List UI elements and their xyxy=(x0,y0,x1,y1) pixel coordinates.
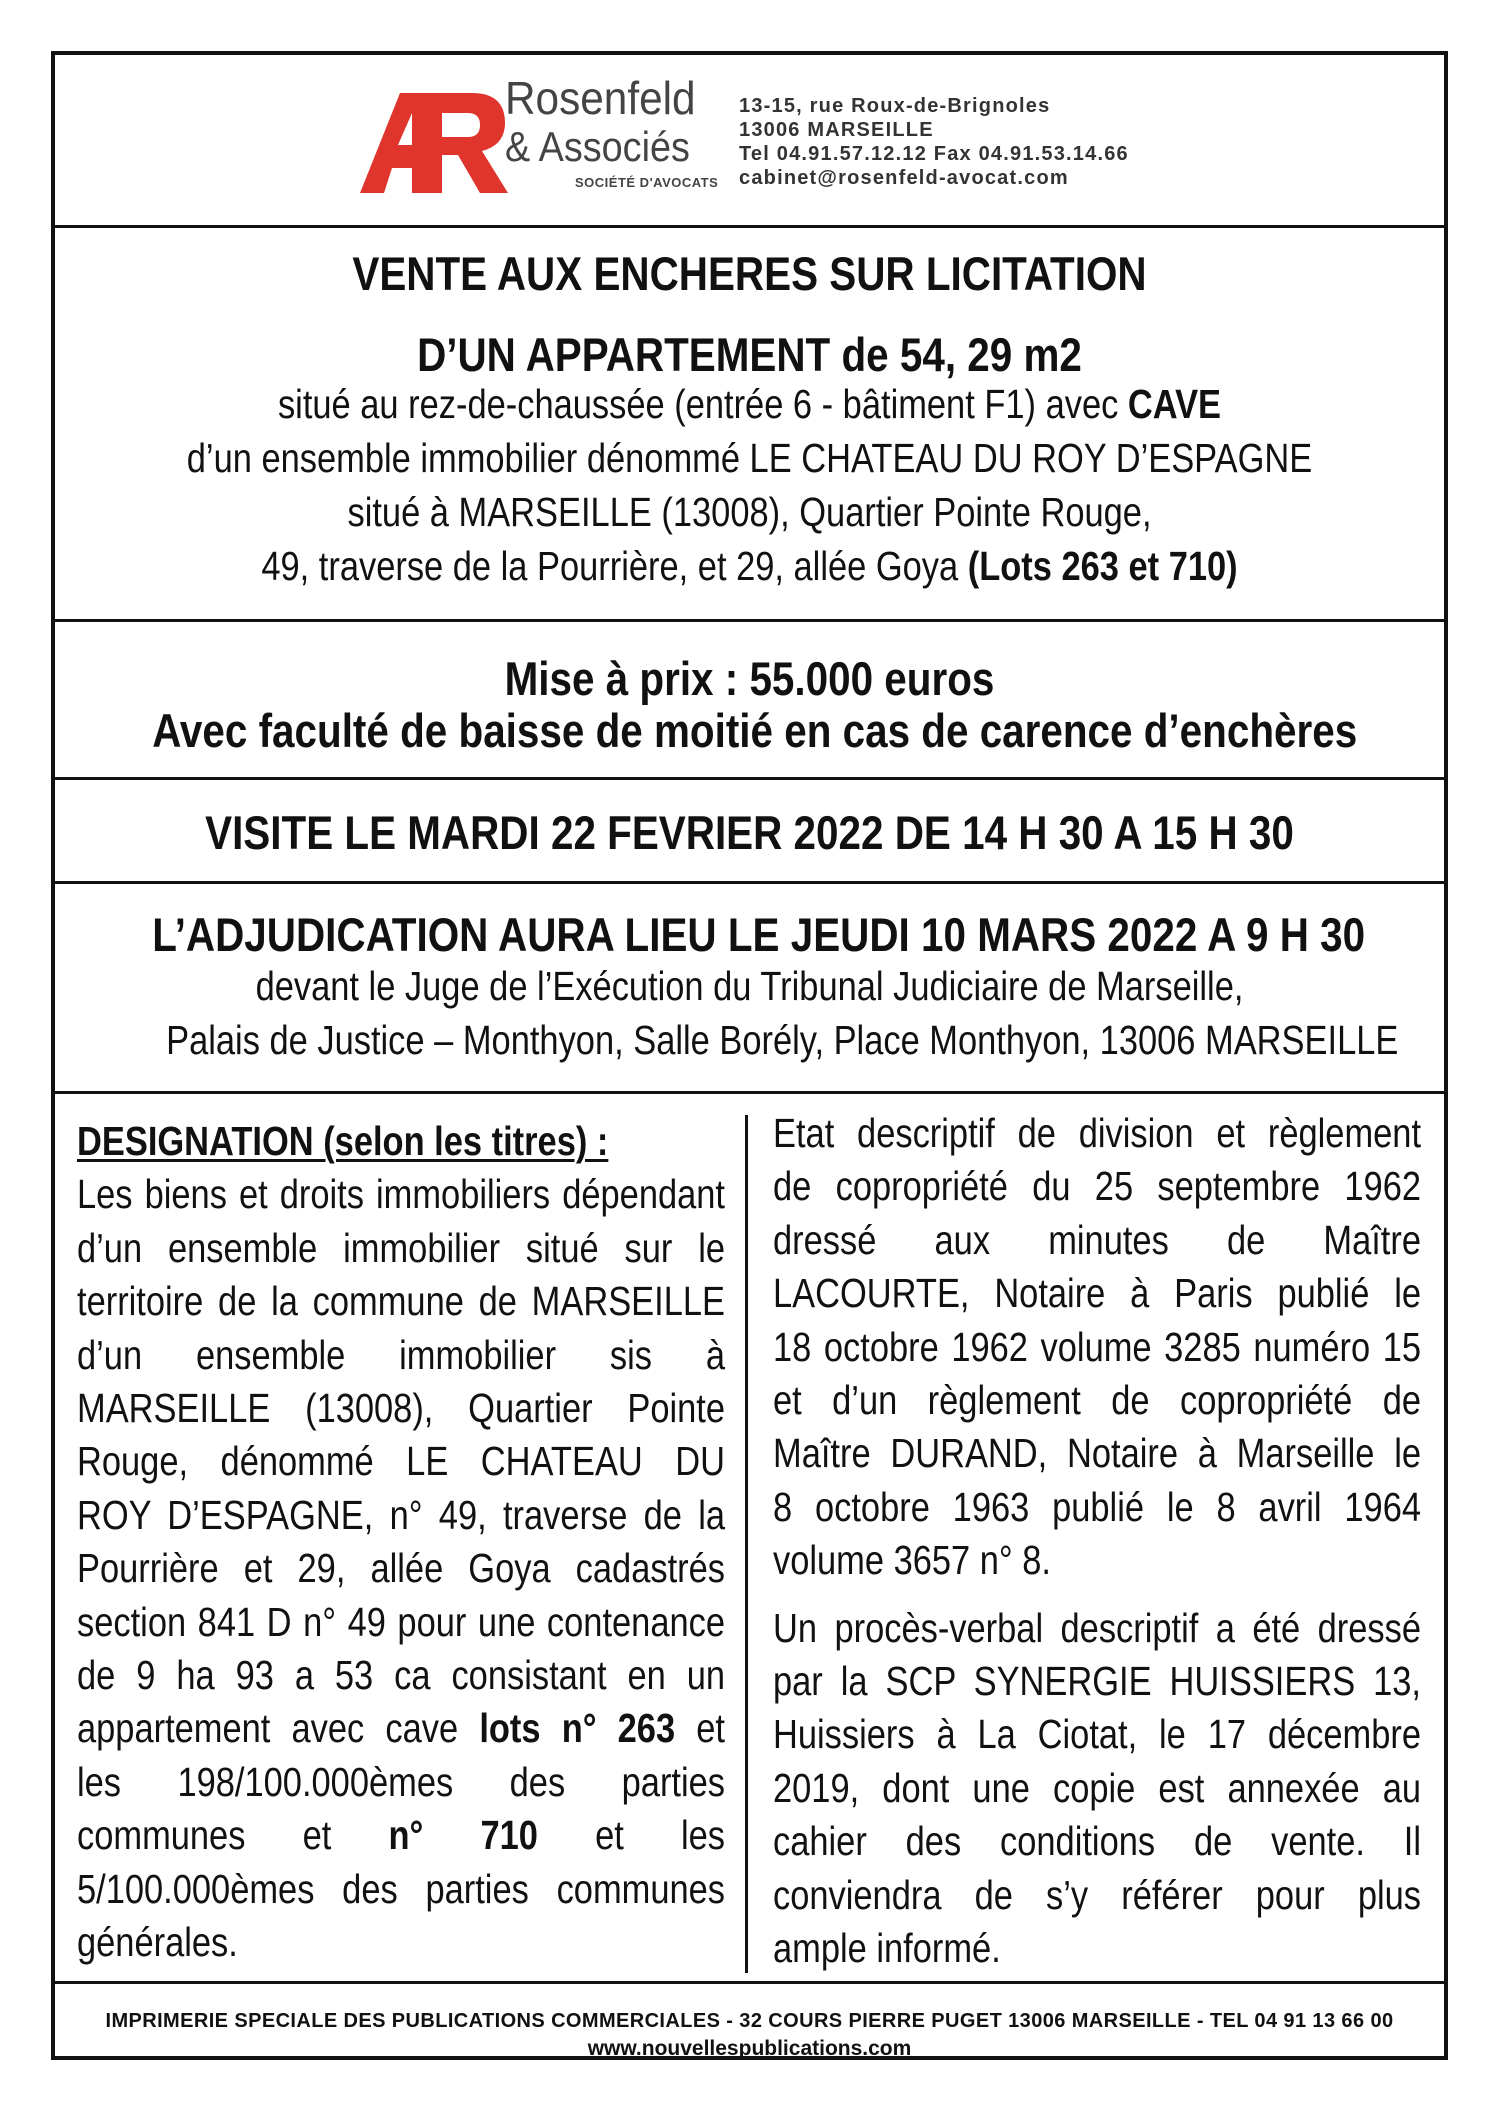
pv-line: conviendra de s’y référer pour plus xyxy=(773,1871,1422,1918)
designation-line-710: communes et n° 710 et les xyxy=(77,1812,726,1859)
divider xyxy=(55,1091,1444,1094)
designation-line: Rouge, dénommé LE CHATEAU DU xyxy=(77,1438,726,1485)
copropriete-line: et d’un règlement de copropriété de xyxy=(773,1377,1422,1424)
firm-name-line2: & Associés xyxy=(505,123,690,170)
copropriete-line: dressé aux minutes de Maître xyxy=(773,1216,1422,1263)
copropriete-line: LACOURTE, Notaire à Paris publié le xyxy=(773,1270,1422,1317)
lots-label: (Lots 263 et 710) xyxy=(967,543,1238,589)
description-line-2: d’un ensemble immobilier dénommé LE CHATEAU DU ROY D’ESPAGNE xyxy=(186,435,1313,481)
adjudication-date: L’ADJUDICATION AURA LIEU LE JEUDI 10 MARS 2022 A 9 H 30 xyxy=(152,908,1366,961)
divider xyxy=(55,881,1444,884)
designation-line: Pourrière et 29, allée Goya cadastrés xyxy=(77,1545,726,1592)
description-line-3: situé à MARSEILLE (13008), Quartier Pointe Rouge, xyxy=(347,489,1152,535)
designation-line: les 198/100.000èmes des parties xyxy=(77,1758,726,1805)
designation-line: Les biens et droits immobiliers dépendant xyxy=(77,1171,726,1218)
divider xyxy=(55,777,1444,780)
designation-line: territoire de la commune de MARSEILLE xyxy=(77,1278,726,1325)
starting-price: Mise à prix : 55.000 euros xyxy=(504,652,995,705)
pv-line: cahier des conditions de vente. Il xyxy=(773,1818,1422,1865)
designation-line: ROY D’ESPAGNE, n° 49, traverse de la xyxy=(77,1491,726,1538)
main-title: VENTE AUX ENCHERES SUR LICITATION xyxy=(352,247,1147,300)
description-line-4: 49, traverse de la Pourrière, et 29, allée Goya (Lots 263 et 710) xyxy=(261,543,1238,589)
phone-fax: Tel 04.91.57.12.12 Fax 04.91.53.14.66 xyxy=(739,143,1129,165)
pv-line: 2019, dont une copie est annexée au xyxy=(773,1764,1422,1811)
copropriete-line: Maître DURAND, Notaire à Marseille le xyxy=(773,1430,1422,1477)
pv-line: Huissiers à La Ciotat, le 17 décembre xyxy=(773,1711,1422,1758)
pv-line: par la SCP SYNERGIE HUISSIERS 13, xyxy=(773,1658,1422,1705)
right-column xyxy=(773,1107,1421,1976)
firm-tagline: SOCIÉTÉ D'AVOCATS xyxy=(575,175,719,190)
designation-line: MARSEILLE (13008), Quartier Pointe xyxy=(77,1385,726,1432)
rosenfeld-logo xyxy=(360,83,510,193)
designation-line-lots: appartement avec cave lots n° 263 et xyxy=(77,1705,725,1752)
copropriete-line: 8 octobre 1963 publié le 8 avril 1964 xyxy=(773,1483,1422,1530)
pv-line: ample informé. xyxy=(773,1925,1001,1972)
logo-r-shape xyxy=(442,93,508,193)
printer-credit: IMPRIMERIE SPECIALE DES PUBLICATIONS COMMERCIALES - 32 COURS PIERRE PUGET 13006 MARSEILLE - TEL 04 91 13 66 00 xyxy=(105,2010,1394,2032)
cave-label: CAVE xyxy=(1127,381,1222,427)
subtitle: D’UN APPARTEMENT de 54, 29 m2 xyxy=(417,328,1082,381)
designation-line: section 841 D n° 49 pour une contenance xyxy=(77,1598,726,1645)
adjudication-location: Palais de Justice – Monthyon, Salle Borély, Place Monthyon, 13006 MARSEILLE xyxy=(166,1017,1399,1063)
firm-name: Rosenfeld xyxy=(505,72,696,124)
email-link[interactable]: cabinet@rosenfeld-avocat.com xyxy=(739,167,1069,189)
address-street: 13-15, rue Roux-de-Brignoles xyxy=(739,95,1051,117)
copropriete-line: volume 3657 n° 8. xyxy=(773,1537,1052,1584)
designation-heading: DESIGNATION (selon les titres) : xyxy=(77,1118,609,1164)
designation-line: de 9 ha 93 a 53 ca consistant en un xyxy=(77,1652,726,1699)
copropriete-line: 18 octobre 1962 volume 3285 numéro 15 xyxy=(773,1323,1422,1370)
adjudication-court: devant le Juge de l’Exécution du Tribunal Judiciaire de Marseille, xyxy=(255,963,1244,1009)
divider xyxy=(55,1981,1444,1984)
designation-line: 5/100.000èmes des parties communes xyxy=(77,1865,726,1912)
copropriete-line: Etat descriptif de division et règlement xyxy=(773,1110,1422,1156)
designation-line: d’un ensemble immobilier sis à xyxy=(77,1331,726,1378)
publisher-website[interactable]: www.nouvellespublications.com xyxy=(587,2037,912,2060)
column-divider xyxy=(745,1115,748,1973)
designation-line: générales. xyxy=(77,1919,238,1966)
divider xyxy=(55,225,1444,228)
designation-line: d’un ensemble immobilier situé sur le xyxy=(77,1224,726,1271)
pv-line: Un procès-verbal descriptif a été dressé xyxy=(773,1604,1422,1651)
visit-date: VISITE LE MARDI 22 FEVRIER 2022 DE 14 H 30 A 15 H 30 xyxy=(205,806,1294,859)
address-city: 13006 MARSEILLE xyxy=(739,119,934,141)
designation-column xyxy=(77,1115,725,1970)
description-line-1: situé au rez-de-chaussée (entrée 6 - bâtiment F1) avec CAVE xyxy=(277,381,1222,427)
divider xyxy=(55,619,1444,622)
copropriete-line: de copropriété du 25 septembre 1962 xyxy=(773,1163,1422,1210)
price-reduction-note: Avec faculté de baisse de moitié en cas de carence d’enchères xyxy=(152,704,1358,757)
notice-frame xyxy=(51,51,1448,2060)
